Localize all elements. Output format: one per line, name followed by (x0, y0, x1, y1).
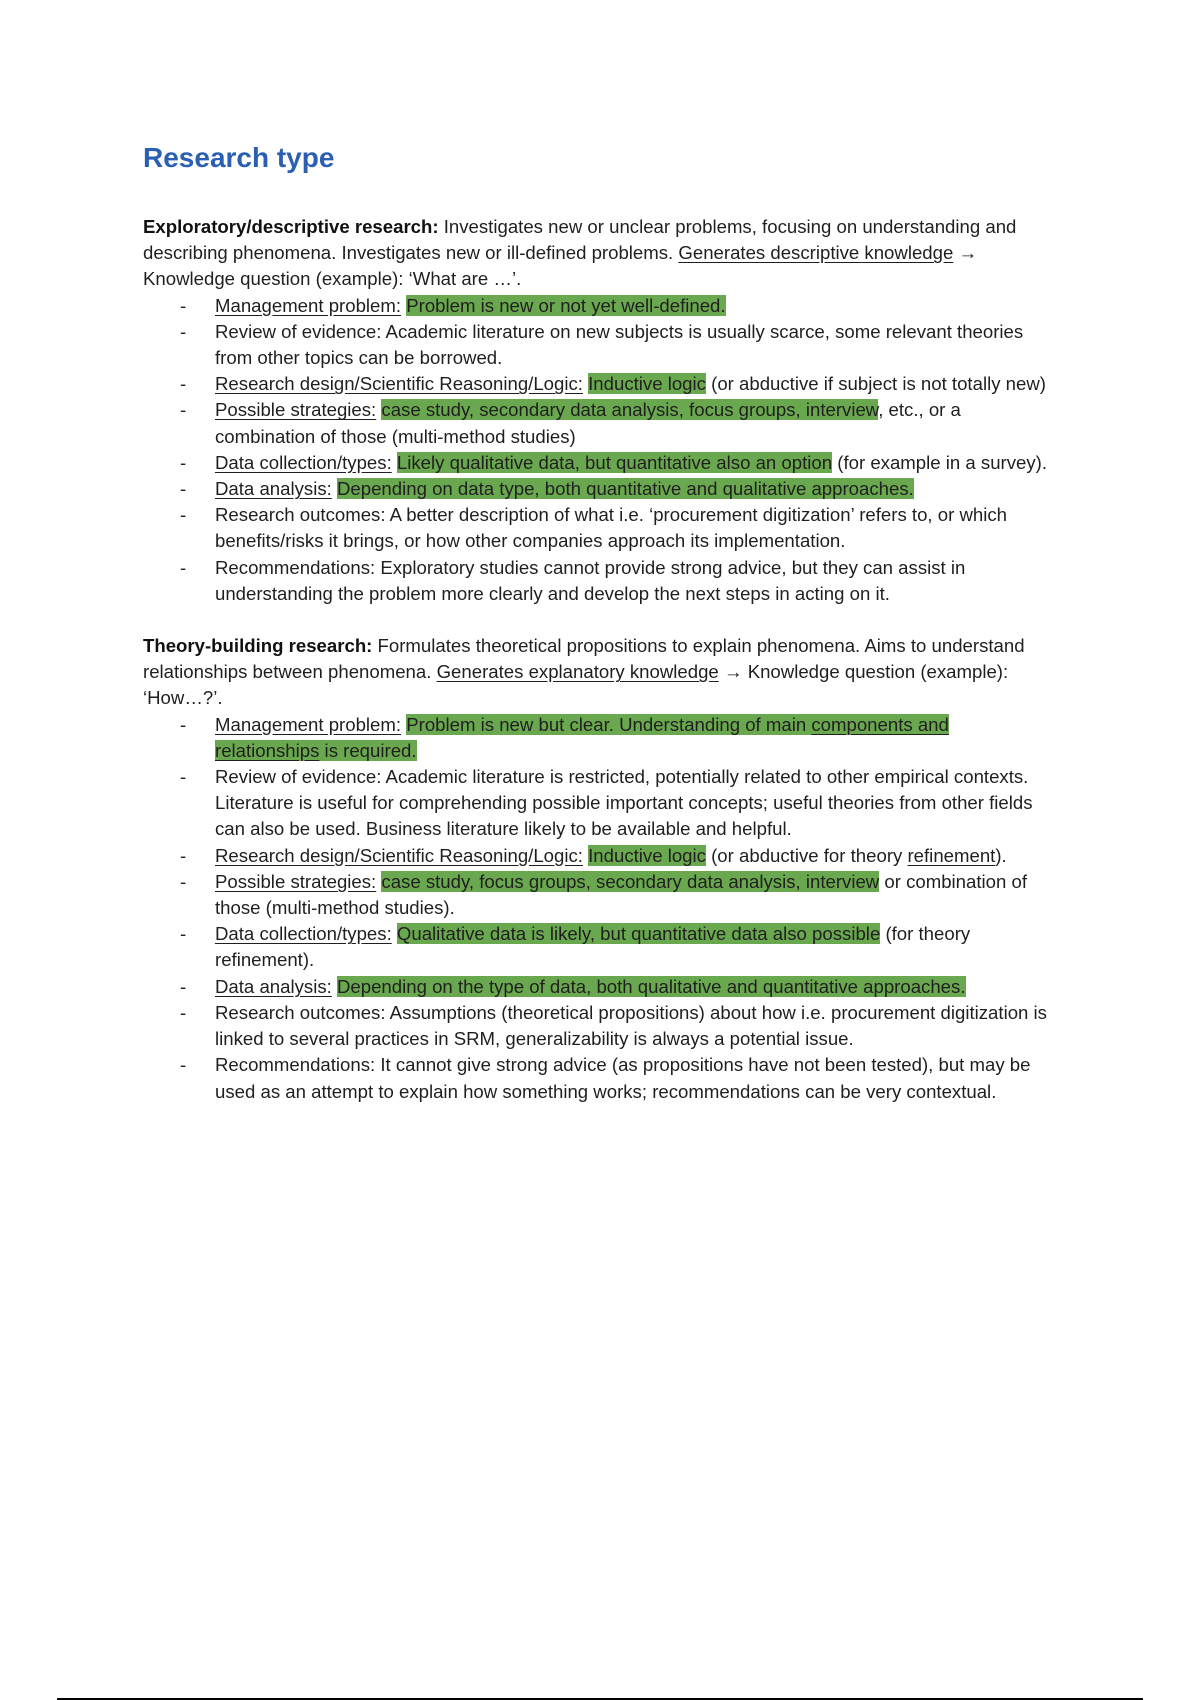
page-title: Research type (143, 142, 335, 173)
highlight-part: is required. (319, 739, 417, 761)
item-label: Research design/Scientific Reasoning/Logic: (215, 373, 583, 395)
highlight-text: Likely qualitative data, but quantitative also an option (396, 451, 833, 473)
item-label: Research design/Scientific Reasoning/Logic: (215, 844, 583, 866)
item-tail: (for example in a survey). (837, 451, 1048, 473)
section-heading: Theory-building research: (143, 635, 373, 657)
dash-bullet: - (180, 451, 187, 473)
highlight-text: Inductive logic (588, 844, 706, 866)
dash-bullet: - (180, 504, 187, 526)
item-text: Recommendations: It cannot give strong advice (as propositions have not been tested), but may be used as an attempt to explain how something works; recommendations can be very contextual. (215, 1054, 1031, 1102)
highlight-text: Depending on the type of data, both qualitative and quantitative approaches. (336, 975, 966, 997)
list-item-outcomes (143, 1000, 1058, 1052)
item-text: Research outcomes: A better description of what i.e. ‘procurement digitization’ refers to, or which benefits/risks it brings, or how other companies approach its implementation. (215, 504, 1007, 552)
item-tail: (or abductive if subject is not totally new) (711, 373, 1046, 395)
item-tail: , etc., or a combination of those (multi-method studies) (215, 399, 961, 447)
list-item-management (143, 293, 1058, 319)
list-item-collection (143, 921, 1058, 973)
list-item-analysis (143, 476, 1058, 502)
section-heading: Exploratory/descriptive research: (143, 216, 439, 237)
item-text: Review of evidence: Academic literature is restricted, potentially related to other empirical contexts. Literature is useful for comprehending possible important concepts; useful theories from other fields can also be used. Business literature likely to be available and helpful. (215, 766, 1033, 840)
dash-bullet: - (180, 766, 187, 788)
intro-underlined: Generates descriptive knowledge (678, 242, 954, 264)
item-tail: ). (995, 844, 1007, 866)
document-page (143, 140, 1058, 1131)
list-item-review (143, 319, 1058, 371)
list-item-strategies (143, 869, 1058, 921)
item-tail: or combination of those (multi-method studies). (215, 870, 1028, 919)
item-tail: (or abductive for theory (705, 844, 908, 866)
item-label: Management problem: (215, 294, 402, 316)
item-label: Possible strategies: (215, 399, 377, 421)
section-exploratory (143, 214, 1058, 607)
dash-bullet: - (180, 713, 187, 735)
bullet-list (143, 712, 1058, 1105)
intro-tail: → Knowledge question (example): ‘What are …’. (143, 242, 978, 290)
list-item-recommendations (143, 1052, 1058, 1104)
intro-underlined: Generates explanatory knowledge (436, 661, 719, 683)
highlight-text: case study, focus groups, secondary data analysis, interview (381, 870, 880, 892)
list-item-collection (143, 450, 1058, 476)
list-item-outcomes (143, 502, 1058, 554)
list-item-analysis (143, 974, 1058, 1000)
list-item-recommendations (143, 555, 1058, 607)
section-intro (143, 633, 1058, 712)
highlight-underlined: components and relationships (215, 713, 949, 761)
intro-text: Investigates new or unclear problems, focusing on understanding and describing phenomena. Investigates new or ill-defined problems. (143, 216, 1017, 264)
item-label: Data analysis: (215, 478, 332, 500)
section-intro (143, 214, 1058, 293)
list-item-strategies (143, 397, 1058, 449)
list-item-review (143, 764, 1058, 843)
list-item-design (143, 843, 1058, 869)
highlight-text: case study, secondary data analysis, focus groups, interview (381, 399, 879, 421)
dash-bullet: - (180, 1054, 187, 1076)
dash-bullet: - (180, 870, 187, 892)
dash-bullet: - (180, 294, 187, 316)
bullet-list (143, 293, 1058, 607)
item-label: Management problem: (215, 713, 402, 735)
dash-bullet: - (180, 320, 187, 342)
item-label: Data collection/types: (215, 451, 392, 473)
intro-tail: → Knowledge question (example): ‘How…?’. (143, 661, 1009, 709)
item-tail: (for theory refinement). (215, 923, 971, 971)
highlight-text: Depending on data type, both quantitative and qualitative approaches. (336, 478, 914, 500)
highlight-part: Problem is new but clear. Understanding of main (406, 713, 812, 735)
section-theory-building (143, 633, 1058, 1105)
dash-bullet: - (180, 556, 187, 578)
highlight-text: Problem is new or not yet well-defined. (406, 294, 726, 316)
highlight-text: Qualitative data is likely, but quantitative data also possible (396, 923, 881, 945)
dash-bullet: - (180, 923, 187, 945)
item-text: Recommendations: Exploratory studies cannot provide strong advice, but they can assist in understanding the problem more clearly and develop the next steps in acting on it. (215, 556, 966, 604)
list-item-design (143, 371, 1058, 397)
item-label: Data analysis: (215, 975, 332, 997)
item-label: Possible strategies: (215, 870, 377, 892)
item-tail-underlined: refinement (907, 844, 996, 866)
list-item-management (143, 712, 1058, 764)
highlight-text: Inductive logic (588, 373, 706, 395)
dash-bullet: - (180, 975, 187, 997)
item-text: Review of evidence: Academic literature on new subjects is usually scarce, some relevant theories from other topics can be borrowed. (215, 320, 1024, 369)
dash-bullet: - (180, 478, 187, 500)
dash-bullet: - (180, 844, 187, 866)
dash-bullet: - (180, 399, 187, 421)
item-label: Data collection/types: (215, 923, 392, 945)
intro-text: Formulates theoretical propositions to explain phenomena. Aims to understand relationships between phenomena. (143, 635, 1025, 683)
dash-bullet: - (180, 373, 187, 395)
item-text: Research outcomes: Assumptions (theoretical propositions) about how i.e. procurement digitization is linked to several practices in SRM, generalizability is always a potential issue. (215, 1001, 1047, 1050)
dash-bullet: - (180, 1001, 187, 1023)
